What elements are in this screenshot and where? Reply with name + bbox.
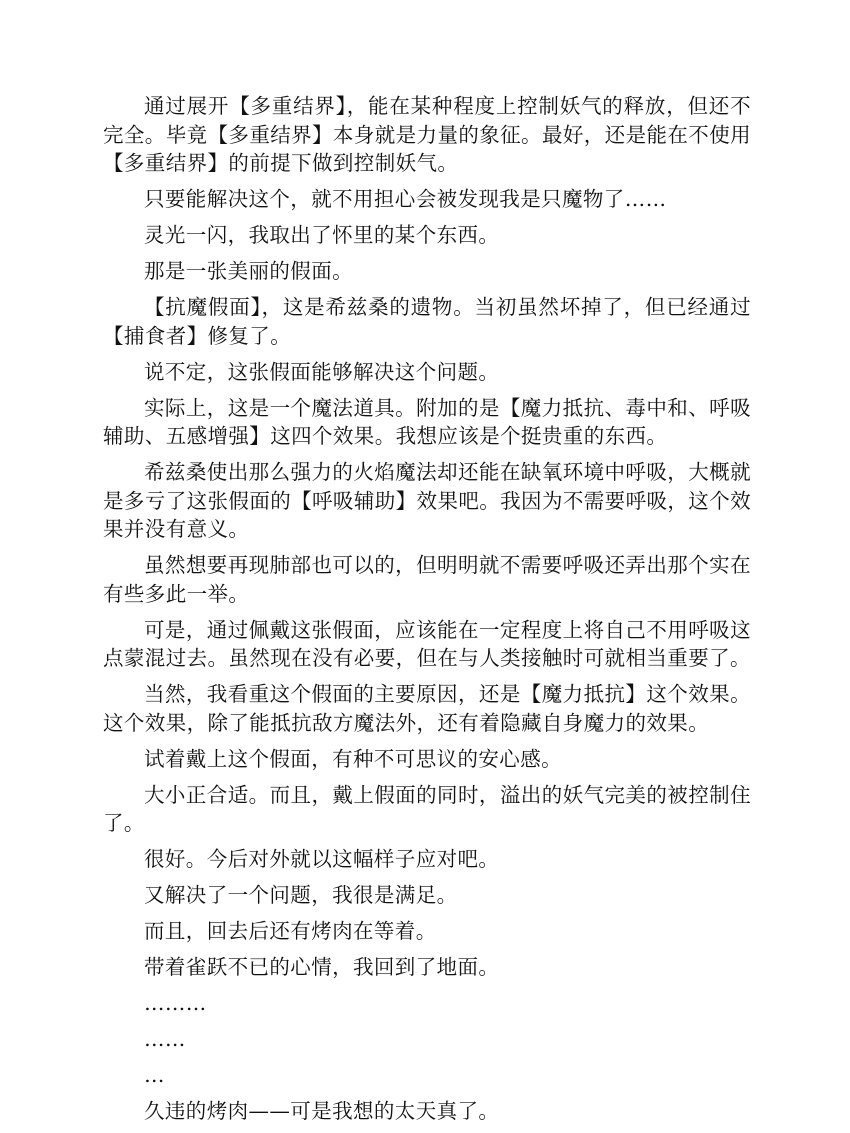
paragraph: 大小正合适。而且，戴上假面的同时，溢出的妖气完美的被控制住了。 xyxy=(103,782,751,835)
paragraph: 而且，回去后还有烤肉在等着。 xyxy=(144,919,437,943)
paragraph: 当然，我看重这个假面的主要原因，还是【魔力抵抗】这个效果。这个效果，除了能抵抗敌方魔法外，还有着隐藏自身魔力的效果。 xyxy=(103,682,751,735)
paragraph: 很好。今后对外就以这幅样子应对吧。 xyxy=(144,847,500,871)
ellipsis-line: ……… xyxy=(144,991,207,1015)
ellipsis-line: …… xyxy=(144,1027,186,1051)
paragraph: 虽然想要再现肺部也可以的，但明明就不需要呼吸还弄出那个实在有些多此一举。 xyxy=(103,553,751,606)
paragraph: 【抗魔假面】，这是希兹桑的遗物。当初虽然坏掉了，但已经通过【捕食者】修复了。 xyxy=(103,295,751,348)
paragraph: 说不定，这张假面能够解决这个问题。 xyxy=(144,359,500,384)
paragraph: 那是一张美丽的假面。 xyxy=(144,259,353,283)
paragraph: 只要能解决这个，就不用担心会被发现我是只魔物了…… xyxy=(144,187,667,211)
paragraph: 试着戴上这个假面，有种不可思议的安心感。 xyxy=(144,746,562,771)
paragraph: 灵光一闪，我取出了怀里的某个东西。 xyxy=(144,223,500,247)
paragraph: 通过展开【多重结界】，能在某种程度上控制妖气的释放，但还不完全。毕竟【多重结界】本身就是力量的象征。最好，还是能在不使用【多重结界】的前提下做到控制妖气。 xyxy=(103,94,751,175)
paragraph: 带着雀跃不已的心情，我回到了地面。 xyxy=(144,955,500,979)
paragraph: 又解决了一个问题，我很是满足。 xyxy=(144,883,458,907)
paragraph: 久违的烤肉——可是我想的太天真了。 xyxy=(144,1099,500,1123)
paragraph: 可是，通过佩戴这张假面，应该能在一定程度上将自己不用呼吸这点蒙混过去。虽然现在没有必要，但在与人类接触时可就相当重要了。 xyxy=(103,617,751,670)
document-page xyxy=(103,92,751,1133)
ellipsis-line: … xyxy=(144,1063,165,1087)
paragraph: 实际上，这是一个魔法道具。附加的是【魔力抵抗、毒中和、呼吸辅助、五感增强】这四个效果。我想应该是个挺贵重的东西。 xyxy=(103,395,751,448)
paragraph: 希兹桑使出那么强力的火焰魔法却还能在缺氧环境中呼吸，大概就是多亏了这张假面的【呼吸辅助】效果吧。我因为不需要呼吸，这个效果并没有意义。 xyxy=(103,460,751,541)
